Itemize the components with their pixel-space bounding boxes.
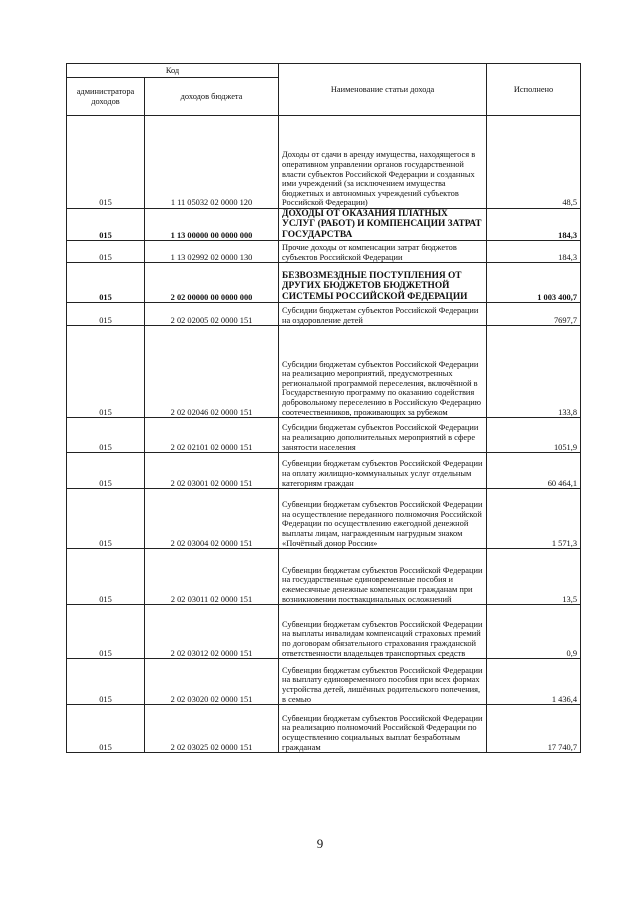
header-executed: Исполнено — [487, 64, 581, 116]
income-name-cell: Доходы от сдачи в аренду имущества, находящегося в оперативном управлении органов государственной власти субъектов Российской Федерации и созданных ими учреждений (за исключением имущества бюджетных и автономных учреждений субъектов Российской Федерации) — [279, 116, 487, 209]
header-admin: администратора доходов — [67, 78, 145, 116]
income-code-cell: 2 02 03020 02 0000 151 — [145, 659, 279, 705]
table-row — [67, 209, 581, 241]
executed-amount-cell: 13,5 — [487, 549, 581, 605]
income-code-cell: 1 11 05032 02 0000 120 — [145, 116, 279, 209]
executed-amount-cell: 184,3 — [487, 209, 581, 241]
admin-code-cell: 015 — [67, 263, 145, 303]
table-row — [67, 303, 581, 326]
income-name-cell: Прочие доходы от компенсации затрат бюджетов субъектов Российской Федерации — [279, 241, 487, 263]
admin-code-cell: 015 — [67, 418, 145, 453]
executed-amount-cell: 60 464,1 — [487, 453, 581, 489]
admin-code-cell: 015 — [67, 453, 145, 489]
income-name-cell: Субвенции бюджетам субъектов Российской Федерации на государственные единовременные пособия и ежемесячные денежные компенсации гражданам при возникновении поствакцинальных осложнений — [279, 549, 487, 605]
table-row — [67, 489, 581, 549]
income-name-cell: Субвенции бюджетам субъектов Российской Федерации на реализацию полномочий Российской Федерации по осуществлению социальных выплат безработным гражданам — [279, 705, 487, 753]
table-row — [67, 263, 581, 303]
income-code-cell: 2 02 00000 00 0000 000 — [145, 263, 279, 303]
income-name-cell: Субвенции бюджетам субъектов Российской Федерации на выплаты инвалидам компенсаций страховых премий по договорам обязательного страхования гражданской ответственности владельцев транспортных средств — [279, 605, 487, 659]
admin-code-cell: 015 — [67, 116, 145, 209]
executed-amount-cell: 1 571,3 — [487, 489, 581, 549]
executed-amount-cell: 7697,7 — [487, 303, 581, 326]
income-code-cell: 2 02 03004 02 0000 151 — [145, 489, 279, 549]
page-number: 9 — [316, 836, 324, 851]
admin-code-cell: 015 — [67, 303, 145, 326]
income-code-cell: 1 13 02992 02 0000 130 — [145, 241, 279, 263]
executed-amount-cell: 133,8 — [487, 326, 581, 418]
table-row — [67, 326, 581, 418]
header-income-code: доходов бюджета — [145, 78, 279, 116]
income-code-cell: 2 02 02005 02 0000 151 — [145, 303, 279, 326]
income-name-cell: БЕЗВОЗМЕЗДНЫЕ ПОСТУПЛЕНИЯ ОТ ДРУГИХ БЮДЖЕТОВ БЮДЖЕТНОЙ СИСТЕМЫ РОССИЙСКОЙ ФЕДЕРАЦИИ — [279, 263, 487, 303]
income-code-cell: 2 02 02101 02 0000 151 — [145, 418, 279, 453]
admin-code-cell: 015 — [67, 326, 145, 418]
admin-code-cell: 015 — [67, 241, 145, 263]
executed-amount-cell: 1051,9 — [487, 418, 581, 453]
table-row — [67, 605, 581, 659]
executed-amount-cell: 1 436,4 — [487, 659, 581, 705]
executed-amount-cell: 48,5 — [487, 116, 581, 209]
table-row — [67, 705, 581, 753]
table-row — [67, 241, 581, 263]
table-row — [67, 659, 581, 705]
header-name: Наименование статьи дохода — [279, 64, 487, 116]
income-name-cell: Субвенции бюджетам субъектов Российской Федерации на оплату жилищно-коммунальных услуг отдельным категориям граждан — [279, 453, 487, 489]
income-name-cell: Субсидии бюджетам субъектов Российской Федерации на реализацию дополнительных мероприятий в сфере занятости населения — [279, 418, 487, 453]
income-table — [66, 63, 581, 753]
executed-amount-cell: 184,3 — [487, 241, 581, 263]
table-body — [67, 116, 581, 753]
income-name-cell: ДОХОДЫ ОТ ОКАЗАНИЯ ПЛАТНЫХ УСЛУГ (РАБОТ) И КОМПЕНСАЦИИ ЗАТРАТ ГОСУДАРСТВА — [279, 209, 487, 241]
income-name-cell: Субсидии бюджетам субъектов Российской Федерации на оздоровление детей — [279, 303, 487, 326]
table-row — [67, 116, 581, 209]
income-name-cell: Субвенции бюджетам субъектов Российской Федерации на осуществление переданного полномочия Российской Федерации по осуществлению ежегодной денежной выплаты лицам, награжденным нагрудным знаком «Почётный донор России» — [279, 489, 487, 549]
admin-code-cell: 015 — [67, 659, 145, 705]
income-name-cell: Субвенции бюджетам субъектов Российской Федерации на выплату единовременного пособия при всех формах устройства детей, лишённых родительского попечения, в семью — [279, 659, 487, 705]
income-code-cell: 1 13 00000 00 0000 000 — [145, 209, 279, 241]
table-row — [67, 453, 581, 489]
income-code-cell: 2 02 03012 02 0000 151 — [145, 605, 279, 659]
admin-code-cell: 015 — [67, 705, 145, 753]
header-kod: Код — [67, 64, 279, 78]
income-code-cell: 2 02 03011 02 0000 151 — [145, 549, 279, 605]
table-row — [67, 418, 581, 453]
income-code-cell: 2 02 03001 02 0000 151 — [145, 453, 279, 489]
executed-amount-cell: 0,9 — [487, 605, 581, 659]
income-code-cell: 2 02 02046 02 0000 151 — [145, 326, 279, 418]
admin-code-cell: 015 — [67, 605, 145, 659]
executed-amount-cell: 1 003 400,7 — [487, 263, 581, 303]
income-name-cell: Субсидии бюджетам субъектов Российской Федерации на реализацию мероприятий, предусмотренных региональной программой переселения, включённой в Государственную программу по оказанию содействия добровольному переселению в Российскую Федерацию соотечественников, проживающих за рубежом — [279, 326, 487, 418]
admin-code-cell: 015 — [67, 489, 145, 549]
executed-amount-cell: 17 740,7 — [487, 705, 581, 753]
admin-code-cell: 015 — [67, 209, 145, 241]
table-row — [67, 549, 581, 605]
income-code-cell: 2 02 03025 02 0000 151 — [145, 705, 279, 753]
admin-code-cell: 015 — [67, 549, 145, 605]
